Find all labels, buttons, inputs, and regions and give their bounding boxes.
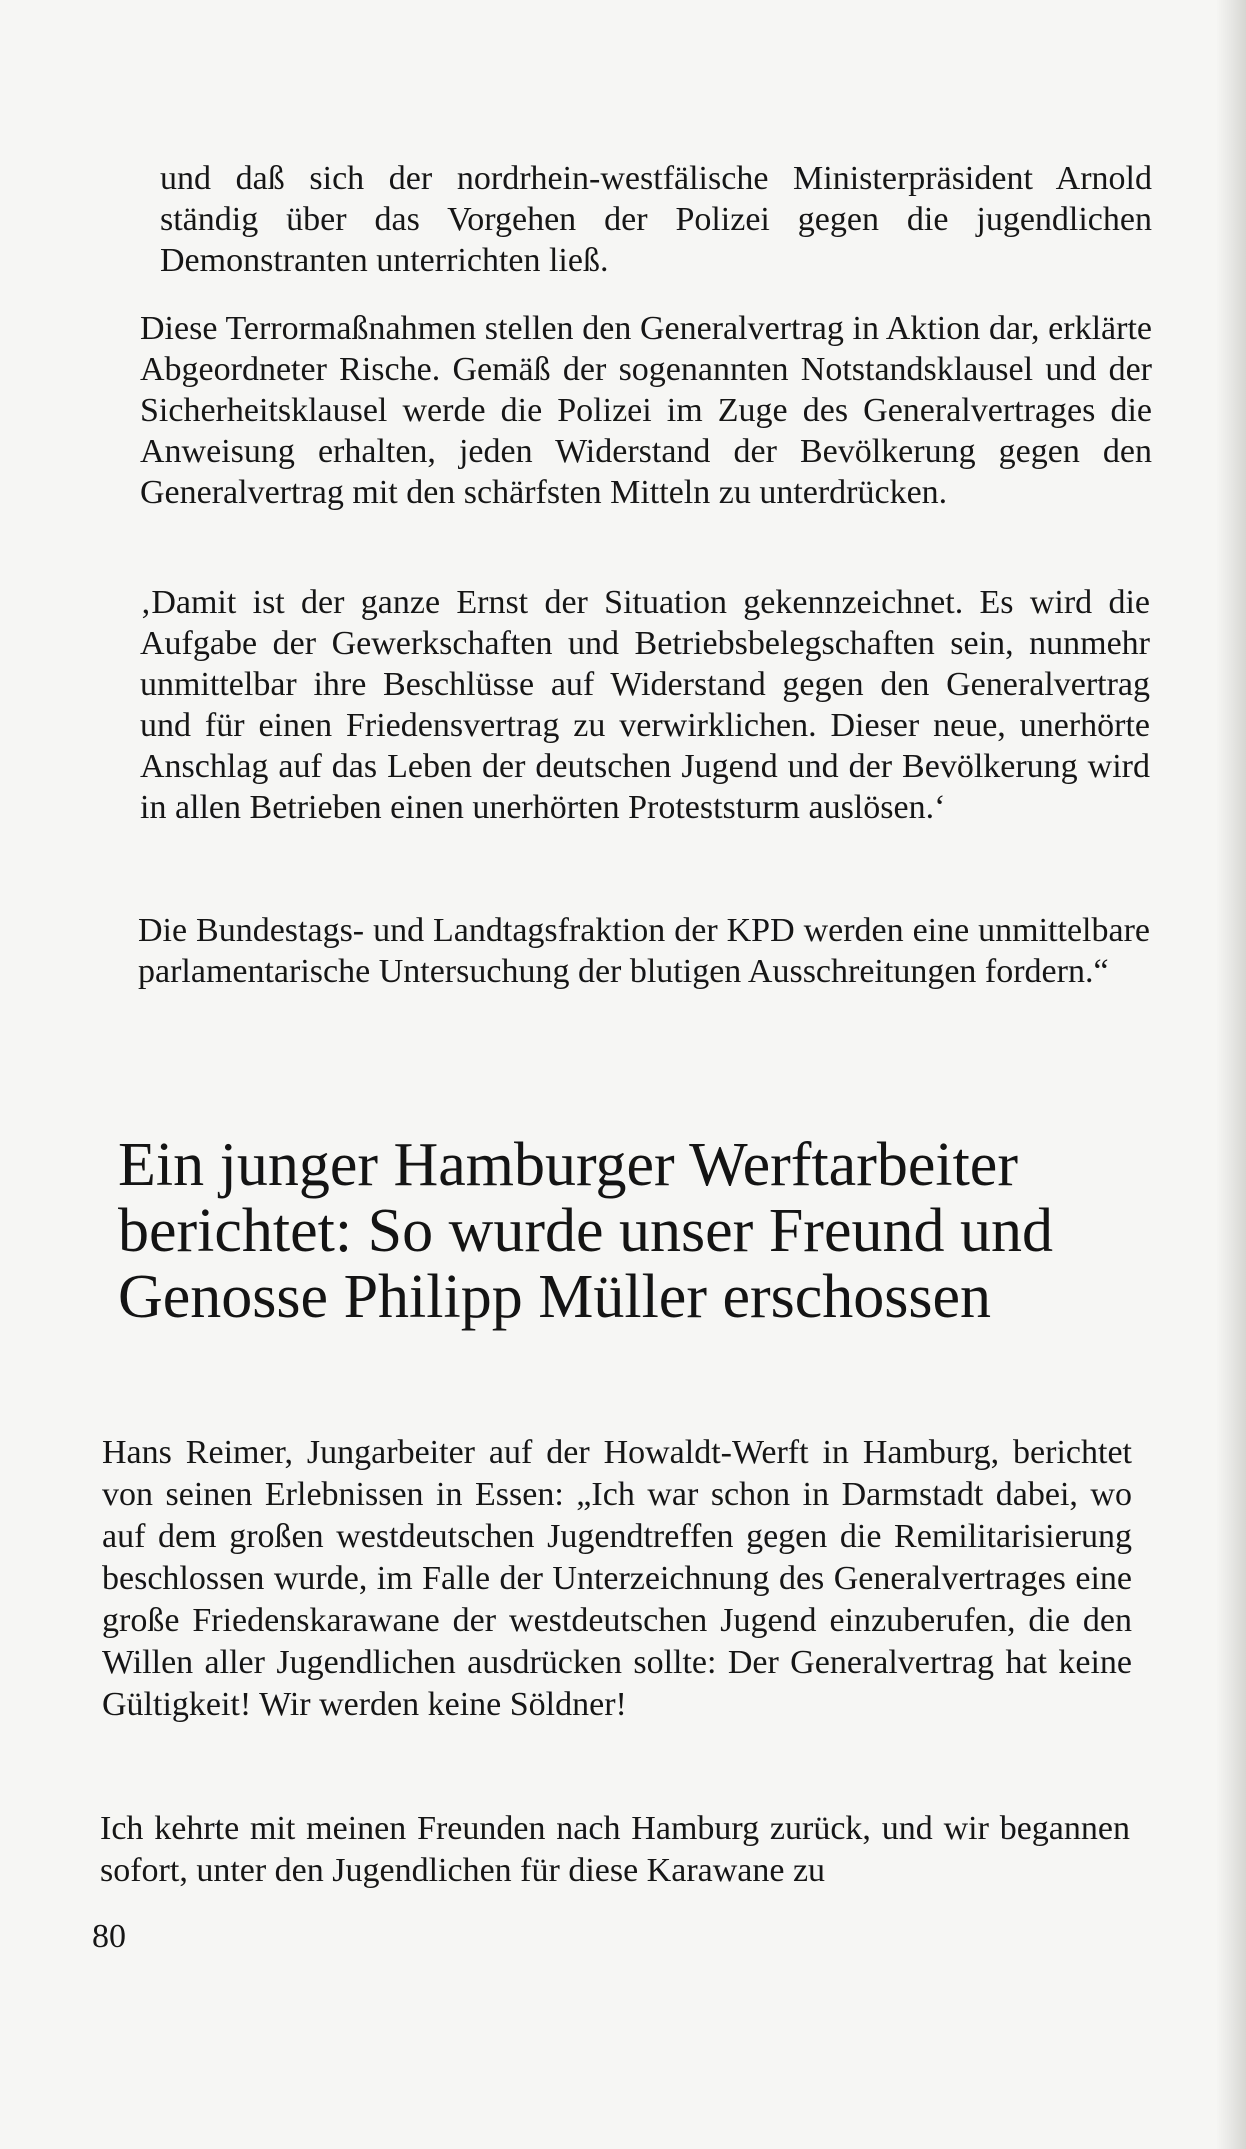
page-edge-shadow xyxy=(1216,0,1246,2149)
section-heading: Ein junger Hamburger Werftarbeiter berichtet: So wurde unser Freund und Genosse Philipp Müller erschossen xyxy=(118,1131,1053,1331)
paragraph-hans-reimer: Hans Reimer, Jungarbeiter auf der Howaldt-Werft in Hamburg, berichtet von seinen Erlebnissen in Essen: „Ich war schon in Darmstadt dabei, wo auf dem großen westdeutschen Jugendtreffen gegen die Remilitarisierung beschlossen wurde, im Falle der Unterzeichnung des Generalvertrages eine große Friedenskarawane der westdeutschen Jugend einzuberufen, die den Willen aller Jugendlichen ausdrücken sollte: Der Generalvertrag hat keine Gültigkeit! Wir werden keine Söldner! xyxy=(102,1434,1132,1723)
paragraph-quote-ernst: ‚Damit ist der ganze Ernst der Situation gekennzeichnet. Es wird die Aufgabe der Gewerkschaften und Betriebsbelegschaften sein, nunmehr unmittelbar ihre Beschlüsse auf Widerstand gegen den Generalvertrag und für einen Friedensvertrag zu verwirklichen. Dieser neue, unerhörte Anschlag auf das Leben der deutschen Jugend und der Bevölkerung wird in allen Betrieben einen unerhörten Proteststurm auslösen.‘ xyxy=(140,584,1150,826)
paragraph-terrormassnahmen: Diese Terrormaßnahmen stellen den Generalvertrag in Aktion dar, erklärte Abgeordneter Rische. Gemäß der sogenannten Notstandsklausel und der Sicherheitsklausel werde die Polizei im Zuge des Generalvertrages die Anweisung erhalten, jeden Widerstand der Bevölkerung gegen den Generalvertrag mit den schärfsten Mitteln zu unterdrücken. xyxy=(140,310,1152,511)
paragraph-arnold: und daß sich der nordrhein-westfälische Ministerpräsident Arnold ständig über das Vorgehen der Polizei gegen die jugendlichen Demonstranten unterrichten ließ. xyxy=(160,160,1152,279)
paragraph-kpd-untersuchung: Die Bundestags- und Landtagsfraktion der KPD werden eine unmittelbare parlamentarische Untersuchung der blutigen Ausschreitungen fordern.“ xyxy=(138,912,1150,990)
page-number: 80 xyxy=(92,1918,126,1955)
paragraph-hamburg-karawane: Ich kehrte mit meinen Freunden nach Hamburg zurück, und wir begannen sofort, unter den Jugendlichen für diese Karawane zu xyxy=(100,1810,1130,1889)
